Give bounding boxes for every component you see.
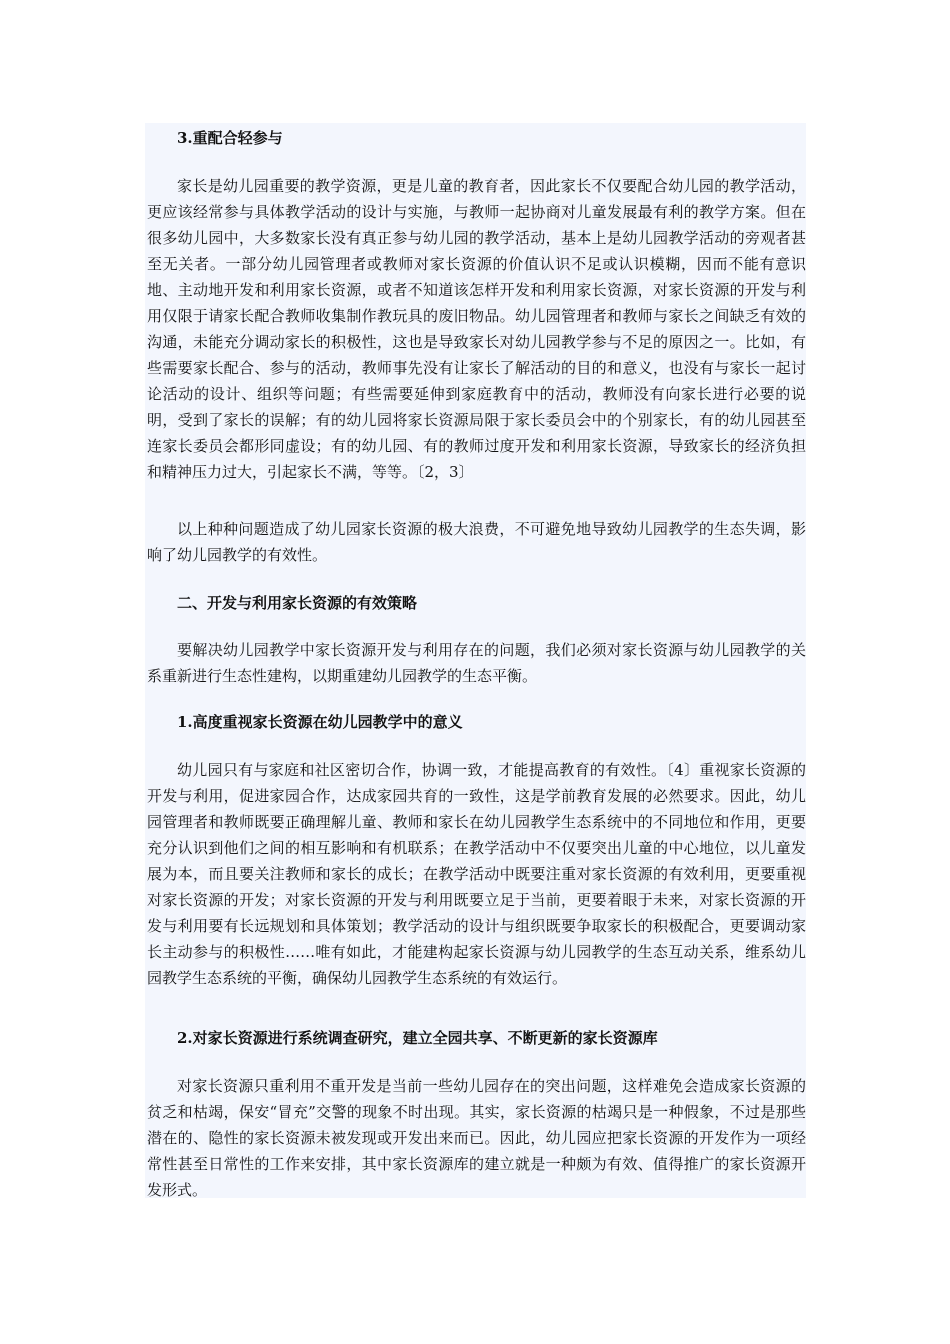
- section-3-paragraph-2: 以上种种问题造成了幼儿园家长资源的极大浪费，不可避免地导致幼儿园教学的生态失调，影响了幼儿园教学的有效性。: [147, 520, 806, 564]
- strategy-1-paragraph: 幼儿园只有与家庭和社区密切合作，协调一致，才能提高教育的有效性。〔4〕重视家长资源的开发与利用，促进家园合作，达成家园共育的一致性，这是学前教育发展的必然要求。因此，幼儿园管理者和教师既要正确理解儿童、教师和家长在幼儿园教学生态系统中的不同地位和作用，更要充分认识到他们之间的相互影响和有机联系；在教学活动中不仅要突出儿童的中心地位，以儿童发展为本，而且要关注教师和家长的成长；在教学活动中既要注重对家长资源的有效利用，更要重视对家长资源的开发；对家长资源的开发与利用既要立足于当前，更要着眼于未来，对家长资源的开发与利用要有长远规划和具体策划；教学活动的设计与组织既要争取家长的积极配合，更要调动家长主动参与的积极性……唯有如此，才能建构起家长资源与幼儿园教学的生态互动关系，维系幼儿园教学生态系统的平衡，确保幼儿园教学生态系统的有效运行。: [147, 761, 806, 987]
- strategy-2-heading: 2.对家长资源进行系统调查研究，建立全园共享、不断更新的家长资源库: [177, 1029, 658, 1047]
- part-2-paragraph: 要解决幼儿园教学中家长资源开发与利用存在的问题，我们必须对家长资源与幼儿园教学的关系重新进行生态性建构，以期重建幼儿园教学的生态平衡。: [147, 641, 806, 685]
- article-text-block: [145, 123, 806, 1198]
- section-3-heading: 3.重配合轻参与: [177, 129, 283, 147]
- section-3-paragraph-1: 家长是幼儿园重要的教学资源，更是儿童的教育者，因此家长不仅要配合幼儿园的教学活动，更应该经常参与具体教学活动的设计与实施，与教师一起协商对儿童发展最有利的教学方案。但在很多幼儿园中，大多数家长没有真正参与幼儿园的教学活动，基本上是幼儿园教学活动的旁观者甚至无关者。一部分幼儿园管理者或教师对家长资源的价值认识不足或认识模糊，因而不能有意识地、主动地开发和利用家长资源，或者不知道该怎样开发和利用家长资源，对家长资源的开发与利用仅限于请家长配合教师收集制作教玩具的废旧物品。幼儿园管理者和教师与家长之间缺乏有效的沟通，未能充分调动家长的积极性，这也是导致家长对幼儿园教学参与不足的原因之一。比如，有些需要家长配合、参与的活动，教师事先没有让家长了解活动的目的和意义，也没有与家长一起讨论活动的设计、组织等问题；有些需要延伸到家庭教育中的活动，教师没有向家长进行必要的说明，受到了家长的误解；有的幼儿园将家长资源局限于家长委员会中的个别家长，有的幼儿园甚至连家长委员会都形同虚设；有的幼儿园、有的教师过度开发和利用家长资源，导致家长的经济负担和精神压力过大，引起家长不满，等等。〔2，3〕: [147, 177, 806, 481]
- strategy-1-heading: 1.高度重视家长资源在幼儿园教学中的意义: [177, 713, 463, 731]
- strategy-2-paragraph: 对家长资源只重利用不重开发是当前一些幼儿园存在的突出问题，这样难免会造成家长资源的贫乏和枯竭，保安“冒充”交警的现象不时出现。其实，家长资源的枯竭只是一种假象，不过是那些潜在的、隐性的家长资源未被发现或开发出来而已。因此，幼儿园应把家长资源的开发作为一项经常性甚至日常性的工作来安排，其中家长资源库的建立就是一种颇为有效、值得推广的家长资源开发形式。: [147, 1077, 806, 1199]
- part-2-heading: 二、开发与利用家长资源的有效策略: [177, 594, 418, 612]
